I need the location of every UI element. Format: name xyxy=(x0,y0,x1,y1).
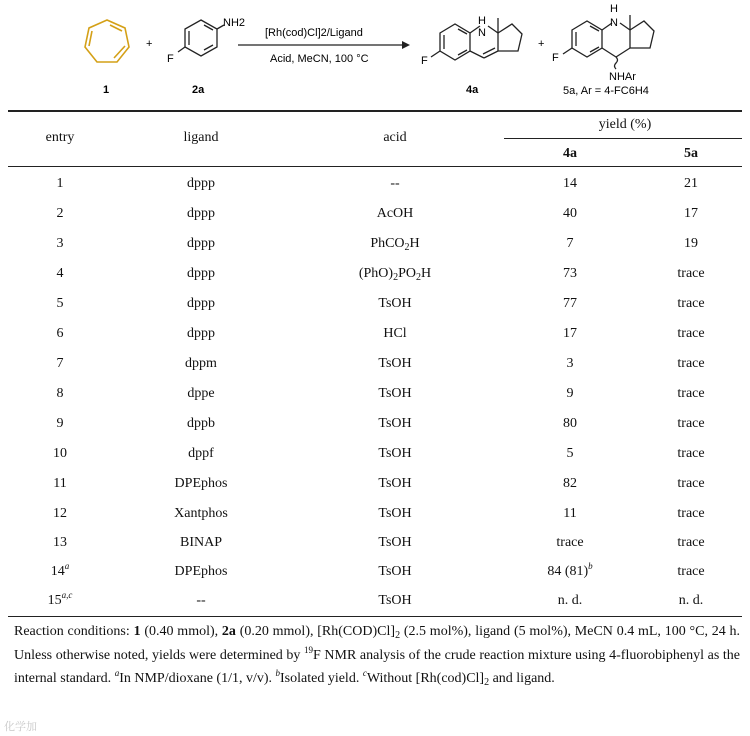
cell-entry xyxy=(30,586,90,616)
cell-yield-5a: trace xyxy=(677,535,705,550)
cell-yield-4a: 80 xyxy=(563,416,577,431)
fn-mark-a: a xyxy=(114,668,120,678)
cell-acid: TsOH xyxy=(378,535,412,550)
cell-acid: $(PhO)_2PO_2H$ xyxy=(358,266,432,283)
cell-yield-5a: trace xyxy=(677,564,705,579)
cell-ligand: dppp xyxy=(187,206,215,221)
table-row xyxy=(0,199,750,229)
fn-mark-c: c xyxy=(362,668,367,678)
cell-yield-5a: trace xyxy=(677,296,705,311)
product-5a-nhar: NHAr xyxy=(609,71,636,83)
cell-yield-5a: trace xyxy=(677,506,705,521)
product-4a-label: 4a xyxy=(466,84,479,96)
table-bottom-rule xyxy=(8,616,742,617)
cell-yield-5a: trace xyxy=(677,266,705,281)
cell-entry: 10 xyxy=(53,446,67,461)
fn-subscript: 2 xyxy=(484,677,490,688)
cell-entry: 8 xyxy=(56,386,64,401)
cell-yield-5a: trace xyxy=(677,326,705,341)
cell-acid: TsOH xyxy=(378,593,412,608)
table-row xyxy=(0,229,750,259)
cell-yield-5a: trace xyxy=(677,476,705,491)
table-row xyxy=(0,379,750,409)
cell-entry: 5 xyxy=(56,296,64,311)
cell-acid: TsOH xyxy=(378,416,412,431)
cell-yield-4a xyxy=(510,557,630,587)
table-row xyxy=(0,439,750,469)
cell-entry: 9 xyxy=(56,416,64,431)
cell-yield-4a: 5 xyxy=(566,446,574,461)
yield-footnote-mark: b xyxy=(588,561,593,571)
cell-yield-4a: 7 xyxy=(566,236,574,251)
fn-superscript: 19 xyxy=(304,644,314,655)
cell-yield-4a: 17 xyxy=(563,326,577,341)
yield-value: 84 (81) xyxy=(547,564,589,579)
table-top-rule xyxy=(8,110,742,112)
arrow-head xyxy=(402,41,410,49)
cell-acid: HCl xyxy=(383,326,407,341)
cell-yield-4a: 77 xyxy=(563,296,577,311)
entry-footnote-mark: a xyxy=(64,561,70,571)
table-footnote xyxy=(14,620,740,691)
entry-number: 14 xyxy=(50,564,65,579)
cell-acid: TsOH xyxy=(378,386,412,401)
header-4a: 4a xyxy=(563,146,577,161)
cell-yield-5a: 17 xyxy=(684,206,698,221)
product-5a-fluoro: F xyxy=(552,52,559,64)
cell-acid: AcOH xyxy=(376,206,414,221)
conditions-bottom: Acid, MeCN, 100 °C xyxy=(270,53,369,65)
plus-sign-2: + xyxy=(538,38,545,50)
cell-ligand: dppb xyxy=(187,416,215,431)
fn-text: and ligand. xyxy=(489,671,555,686)
cell-ligand: Xantphos xyxy=(174,506,228,521)
cell-entry: 3 xyxy=(56,236,64,251)
fluoroaniline-structure xyxy=(178,20,224,56)
cell-yield-4a: 40 xyxy=(563,206,577,221)
entry-footnote-mark: a,c xyxy=(61,590,73,600)
cell-entry: 6 xyxy=(56,326,64,341)
table-row xyxy=(0,319,750,349)
fn-text: Isolated yield. xyxy=(280,671,363,686)
cell-yield-4a: 73 xyxy=(563,266,577,281)
product-4a-fluoro: F xyxy=(421,55,428,67)
fn-text: (0.40 mmol), xyxy=(140,624,222,639)
cell-ligand: dppm xyxy=(185,356,217,371)
header-yield: yield (%) xyxy=(598,117,652,132)
cell-entry xyxy=(30,557,90,587)
cell-yield-4a: 82 xyxy=(563,476,577,491)
cell-ligand: DPEphos xyxy=(174,476,228,491)
compound-2a-label: 2a xyxy=(192,84,205,96)
cell-ligand: dppf xyxy=(188,446,214,461)
plus-sign-1: + xyxy=(146,38,153,50)
cell-acid: TsOH xyxy=(378,564,412,579)
fluoro-label-2a: F xyxy=(167,53,174,65)
fn-compound-2a: 2a xyxy=(221,624,236,639)
cell-yield-5a: 21 xyxy=(684,176,698,191)
table-row xyxy=(0,469,750,499)
fn-text: (2.5 mol%), ligand (5 mol%), MeCN 0.4 mL, 100 °C, 24 h. Unless otherwise noted, yields were determined by xyxy=(14,624,741,663)
cell-acid: TsOH xyxy=(378,446,412,461)
fn-subscript: 2 xyxy=(395,630,401,641)
table-row xyxy=(0,349,750,379)
header-entry: entry xyxy=(45,130,75,145)
cell-acid: -- xyxy=(390,176,400,191)
cell-ligand: -- xyxy=(196,593,206,608)
reaction-scheme xyxy=(0,0,750,108)
cell-yield-5a: trace xyxy=(677,446,705,461)
conditions-top: [Rh(cod)Cl]2/Ligand xyxy=(265,27,363,39)
product-5a-n: N xyxy=(610,17,618,29)
entry-number: 15 xyxy=(47,593,62,608)
fn-text: (0.20 mmol), [Rh(COD)Cl] xyxy=(235,624,396,639)
yield-underline xyxy=(504,138,742,139)
cell-ligand: dppp xyxy=(187,266,215,281)
cell-acid: TsOH xyxy=(378,476,412,491)
table-row xyxy=(0,528,750,558)
cell-yield-5a: n. d. xyxy=(678,593,704,608)
cycloheptatriene-structure xyxy=(85,20,129,62)
cell-acid: TsOH xyxy=(378,296,412,311)
cell-yield-4a: 14 xyxy=(563,176,577,191)
table-row xyxy=(0,259,750,289)
cell-ligand: dppp xyxy=(187,176,215,191)
cell-ligand: dppp xyxy=(187,236,215,251)
cell-ligand: dppp xyxy=(187,296,215,311)
fn-text: In NMP/dioxane (1/1, v/v). xyxy=(119,671,276,686)
fn-text: Without [Rh(cod)Cl] xyxy=(366,671,485,686)
cell-yield-5a: trace xyxy=(677,356,705,371)
compound-1-label: 1 xyxy=(103,84,110,96)
amine-label: NH2 xyxy=(223,17,246,29)
fn-compound-1: 1 xyxy=(133,624,141,639)
cell-entry: 1 xyxy=(56,176,64,191)
table-row xyxy=(0,586,750,616)
cell-yield-5a: trace xyxy=(677,386,705,401)
cell-entry: 11 xyxy=(53,476,67,491)
fn-text: Reaction conditions: xyxy=(14,624,134,639)
product-4a-structure xyxy=(431,18,522,60)
cell-ligand: DPEphos xyxy=(174,564,228,579)
cell-ligand: BINAP xyxy=(179,535,222,550)
cell-yield-5a: trace xyxy=(677,416,705,431)
cell-yield-4a: n. d. xyxy=(557,593,583,608)
cell-entry: 2 xyxy=(56,206,64,221)
cell-ligand: dppp xyxy=(187,326,215,341)
cell-yield-4a: 3 xyxy=(566,356,574,371)
product-4a-n: N xyxy=(478,27,486,39)
product-5a-h: H xyxy=(610,3,618,15)
table-row xyxy=(0,499,750,529)
cell-entry: 7 xyxy=(56,356,64,371)
cell-yield-5a: 19 xyxy=(684,236,698,251)
product-5a-structure xyxy=(563,15,654,69)
table-row xyxy=(0,289,750,319)
header-bottom-rule xyxy=(8,166,742,167)
table-row xyxy=(0,557,750,587)
cell-acid: TsOH xyxy=(378,506,412,521)
cell-yield-4a: 11 xyxy=(563,506,577,521)
header-ligand: ligand xyxy=(183,130,219,145)
cell-acid: PhCO$_2$H xyxy=(370,236,420,253)
fn-mark-b: b xyxy=(275,668,281,678)
product-4a-nh: H xyxy=(478,15,486,27)
table-row xyxy=(0,169,750,199)
cell-entry: 4 xyxy=(56,266,64,281)
product-5a-label: 5a, Ar = 4-FC6H4 xyxy=(563,85,649,97)
header-acid: acid xyxy=(383,130,407,145)
cell-yield-4a: 9 xyxy=(566,386,574,401)
cell-entry: 13 xyxy=(53,535,67,550)
fn-text: F NMR analysis of the crude reaction mixture using 4-fluorobiphenyl as the internal standard. xyxy=(14,647,740,686)
cell-ligand: dppe xyxy=(187,386,215,401)
cell-yield-4a: trace xyxy=(556,535,584,550)
header-5a: 5a xyxy=(684,146,698,161)
cell-acid: TsOH xyxy=(378,356,412,371)
cell-entry: 12 xyxy=(53,506,67,521)
watermark: 化学加 xyxy=(4,720,37,733)
table-row xyxy=(0,409,750,439)
